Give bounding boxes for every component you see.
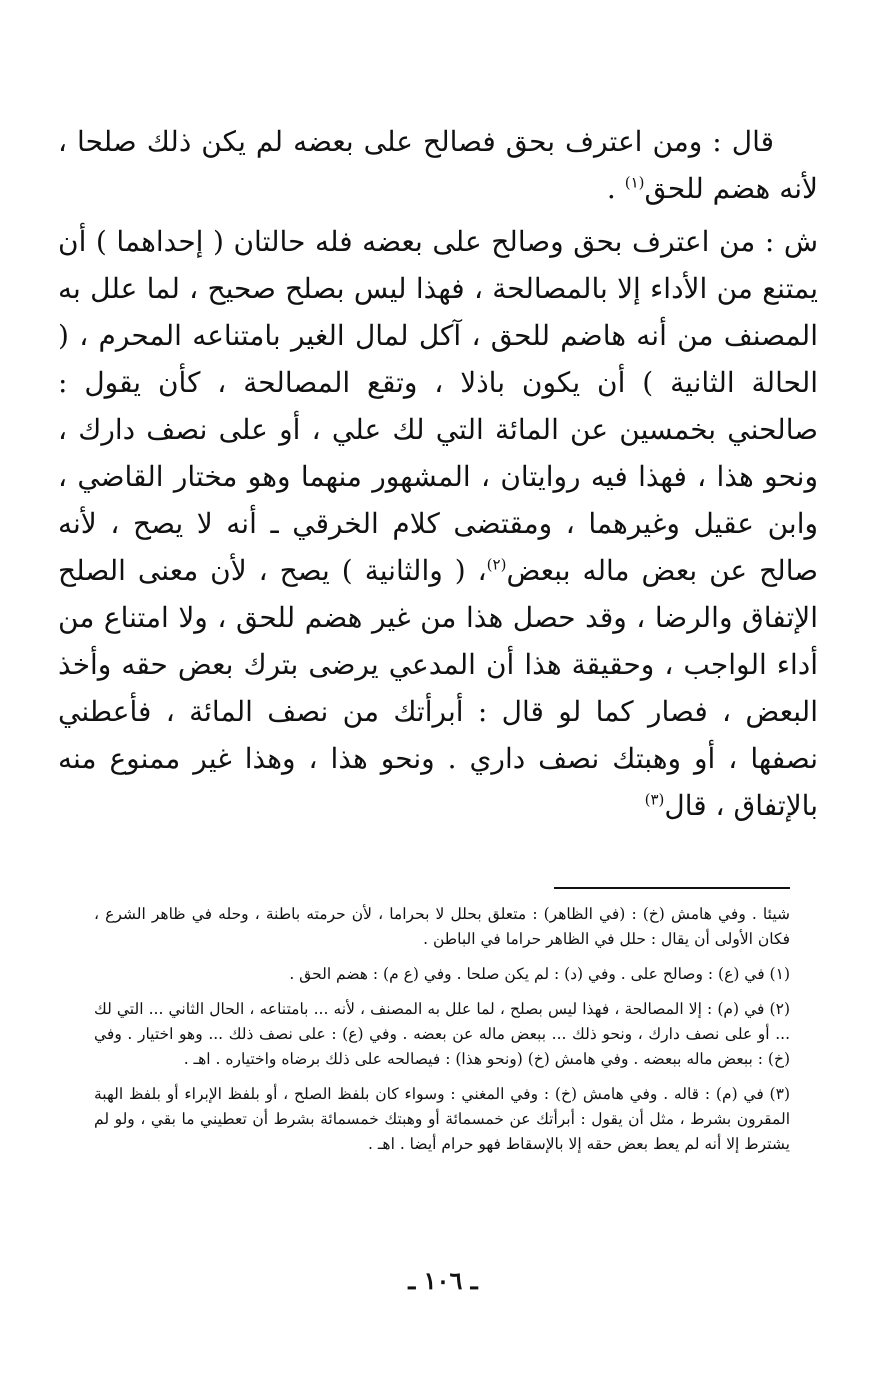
footnote-ref-1: (١) [624, 173, 645, 192]
footnote-1: (١) في (ع) : وصالح على . وفي (د) : لم يكن صلحا . وفي (ع م) : هضم الحق . [289, 965, 790, 983]
footnote-ref-3: (٣) [644, 790, 665, 809]
footnote-2: (٢) في (م) : إلا المصالحة ، فهذا ليس بصلح ، لما علل به المصنف ، لأنه ... بامتناعه ، الحال الثاني ... التي لك ... أو على نصف دارك ، ونحو ذلك ... ببعض ماله عن بعضه . وفي (ع) : على نصف ذلك ... وهو اختيار . وفي (خ) : ببعض ماله ببعضه . وفي هامش (خ) (ونحو هذا) : فيصالحه على ذلك برضاه واختياره . اهـ . [94, 1000, 790, 1068]
footnote-ref-2: (٢) [486, 555, 507, 574]
footnote-continued: شيئا . وفي هامش (خ) : (في الظاهر) : متعلق بحلل لا بحراما ، لأن حرمته باطنة ، وحله في ظاهر الشرع ، فكان الأولى أن يقال : حلل في الظاهر حراما في الباطن . [94, 905, 790, 948]
sharh-paragraph [58, 218, 818, 829]
sharh-text-part1: ش : من اعترف بحق وصالح على بعضه فله حالتان ( إحداهما ) أن يمتنع من الأداء إلا بالمصالحة ، فهذا ليس بصلح صحيح ، لما علل به المصنف من أنه هاضم للحق ، آكل لمال الغير بامتناعه المحرم ، ( الحالة الثانية ) أن يكون باذلا ، وتقع المصالحة ، كأن يقول : صالحني بخمسين عن المائة التي لك علي ، أو على نصف دارك ، ونحو هذا ، فهذا فيه روايتان ، المشهور منهما وهو مختار القاضي ، وابن عقيل وغيرهما ، ومقتضى كلام الخرقي ـ أنه لا يصح ، لأنه صالح عن بعض ماله ببعض [58, 225, 818, 587]
page-number: ـ ١٠٦ ـ [408, 1266, 478, 1295]
footnote-3: (٣) في (م) : قاله . وفي هامش (خ) : وفي المغني : وسواء كان بلفظ الصلح ، أو بلفظ الإبراء أو بلفظ الهبة المقرون بشرط ، مثل أن يقول : أبرأتك عن خمسمائة أو وهبتك خمسمائة بشرط أن تعطيني ما بقي ، ولو لم يشترط إلا أنه لم يعط بعض حقه إلا بالإسقاط فهو حرام أيضا . اهـ . [94, 1085, 790, 1153]
qala-paragraph [58, 118, 818, 212]
qala-text: قال : ومن اعترف بحق فصالح على بعضه لم يكن ذلك صلحا ، لأنه هضم للحق [58, 125, 818, 205]
footnotes-section [94, 902, 790, 1167]
footnote-divider [554, 887, 790, 889]
sharh-text-part2: ، ( والثانية ) يصح ، لأن معنى الصلح الإتفاق والرضا ، وقد حصل هذا من غير هضم للحق ، ولا امتناع من أداء الواجب ، وحقيقة هذا أن المدعي يرضى بترك بعض حقه وأخذ البعض ، فصار كما لو قال : أبرأتك من نصف المائة ، فأعطني نصفها ، أو وهبتك نصف داري . ونحو هذا ، وهذا غير ممنوع منه بالإتفاق ، قال [58, 554, 818, 822]
qala-tail: . [606, 172, 625, 205]
